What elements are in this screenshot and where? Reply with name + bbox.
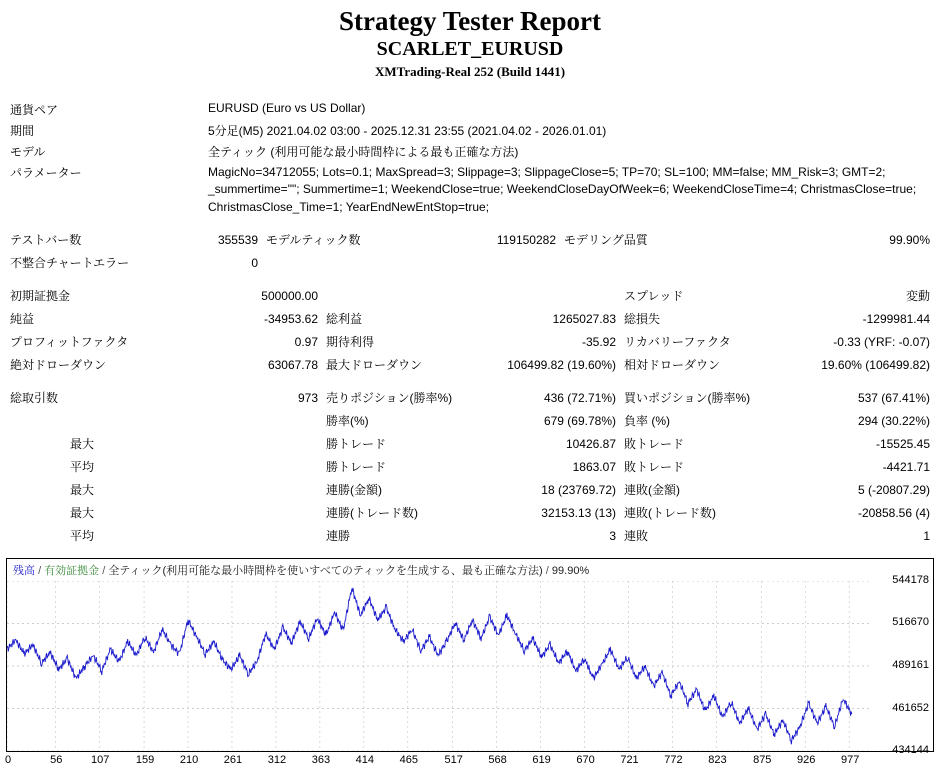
label-expected-payoff: 期待利得 <box>326 335 375 350</box>
value-maximal-consecutive-loss: -20858.56 (4) <box>857 505 930 520</box>
stats-row-profit-factor <box>10 330 930 353</box>
value-maximal-drawdown: 106499.82 (19.60%) <box>507 357 616 372</box>
value-net-profit: -34953.62 <box>263 311 318 326</box>
label-loss-trades: 負率 (%) <box>624 414 670 429</box>
label-largest-loss-trade: 敗トレード <box>624 437 685 452</box>
label-net-profit: 純益 <box>10 312 35 327</box>
chart-x-tick: 721 <box>620 754 639 766</box>
label-profit-factor: プロフィットファクタ <box>10 335 129 350</box>
value-short-positions: 436 (72.71%) <box>543 390 616 405</box>
stats-row-drawdown <box>10 353 930 376</box>
info-label-model: モデル <box>10 144 46 159</box>
chart-y-axis <box>869 574 929 756</box>
stats-row-max-consecutive-money <box>10 478 930 501</box>
label-model-ticks: モデルティック数 <box>266 233 361 248</box>
value-test-bars: 355539 <box>217 232 258 247</box>
label-recovery-factor: リカバリーファクタ <box>624 335 731 350</box>
symbol-title: SCARLET_EURUSD <box>376 38 564 61</box>
label-model-quality: モデリング品質 <box>564 233 648 248</box>
chart-x-tick: 414 <box>355 754 375 766</box>
stats-row-average <box>10 455 930 478</box>
label-largest-profit-trade: 勝トレード <box>326 437 387 452</box>
report-header <box>0 6 940 83</box>
stats-row-bars <box>10 228 930 251</box>
value-max-consecutive-losses: 5 (-20807.29) <box>857 482 930 497</box>
value-maximal-consecutive-profit: 32153.13 (13) <box>541 505 616 520</box>
chart-x-tick: 465 <box>399 754 419 766</box>
info-value-symbol: EURUSD (Euro vs US Dollar) <box>208 100 366 115</box>
value-long-positions: 537 (67.41%) <box>857 390 930 405</box>
info-value-period: 5分足(M5) 2021.04.02 03:00 - 2025.12.31 23:55 (2021.04.02 - 2026.01.01) <box>208 123 607 138</box>
chart-x-tick: 772 <box>664 754 683 766</box>
chart-x-tick: 568 <box>488 754 507 766</box>
info-value-model: 全ティック (利用可能な最小時間枠による最も正確な方法) <box>208 144 519 159</box>
label-gross-profit: 総利益 <box>326 312 363 327</box>
chart-x-tick: 363 <box>311 754 331 766</box>
chart-x-tick: 56 <box>50 754 63 766</box>
label-profit-trades: 勝率(%) <box>326 414 369 429</box>
info-label-symbol: 通貨ペア <box>10 102 59 117</box>
report-page <box>0 6 940 784</box>
value-total-trades: 973 <box>297 390 318 405</box>
info-label-parameters: パラメーター <box>10 165 82 180</box>
label-maximal-consecutive-loss: 連敗(トレード数) <box>624 506 716 521</box>
value-average-loss-trade: -4421.71 <box>882 459 930 474</box>
label-group-average-consecutive: 平均 <box>70 529 95 544</box>
info-row-period <box>10 120 930 141</box>
info-row-symbol <box>10 99 930 120</box>
stats-row-net-profit <box>10 307 930 330</box>
label-average-consecutive-losses: 連敗 <box>624 529 649 544</box>
equity-chart <box>6 558 934 756</box>
legend-equity: 有効証拠金 <box>44 565 100 577</box>
label-spread: スプレッド <box>624 289 684 304</box>
value-loss-trades: 294 (30.22%) <box>857 413 930 428</box>
label-group-max-consecutive: 最大 <box>70 483 95 498</box>
chart-x-tick: 107 <box>91 754 110 766</box>
value-average-profit-trade: 1863.07 <box>572 459 616 474</box>
stats-table-summary <box>10 284 930 547</box>
legend-model: 全ティック(利用可能な最小時間枠を使いすべてのティックを生成する、最も正確な方法) <box>108 565 543 577</box>
label-average-loss-trade: 敗トレード <box>624 460 685 475</box>
chart-x-axis <box>6 754 934 774</box>
label-group-largest: 最大 <box>70 437 95 452</box>
stats-row-deposit <box>10 284 930 307</box>
label-absolute-drawdown: 絶対ドローダウン <box>10 358 107 373</box>
info-row-model <box>10 141 930 162</box>
info-row-parameters <box>10 162 930 218</box>
stats-row-win-loss <box>10 409 930 432</box>
chart-x-tick: 261 <box>223 754 243 766</box>
label-group-average: 平均 <box>70 460 95 475</box>
broker-title: XMTrading-Real 252 (Build 1441) <box>374 64 566 80</box>
value-gross-profit: 1265027.83 <box>552 311 616 326</box>
chart-y-tick: 489161 <box>892 659 929 671</box>
value-profit-factor: 0.97 <box>294 334 318 349</box>
value-largest-profit-trade: 10426.87 <box>565 436 616 451</box>
label-max-consecutive-wins: 連勝(金額) <box>326 483 382 498</box>
chart-x-tick: 619 <box>532 754 551 766</box>
value-average-consecutive-losses: 1 <box>923 528 930 543</box>
chart-x-tick: 210 <box>179 754 199 766</box>
value-initial-deposit: 500000.00 <box>261 288 318 303</box>
value-average-consecutive-wins: 3 <box>609 528 616 543</box>
page-title: Strategy Tester Report <box>339 6 601 36</box>
value-model-ticks: 119150282 <box>496 232 556 247</box>
label-average-profit-trade: 勝トレード <box>326 460 387 475</box>
stats-spacer <box>10 376 930 386</box>
value-relative-drawdown: 19.60% (106499.82) <box>821 357 930 372</box>
legend-separator-1: / <box>38 565 42 577</box>
chart-x-tick: 926 <box>797 754 816 766</box>
stats-row-average-consecutive <box>10 524 930 547</box>
value-spread: 変動 <box>905 289 930 304</box>
info-label-period: 期間 <box>10 123 35 138</box>
label-max-consecutive-losses: 連敗(金額) <box>624 483 680 498</box>
label-test-bars: テストバー数 <box>10 233 82 248</box>
value-mismatched-errors: 0 <box>251 255 258 270</box>
chart-x-tick: 517 <box>444 754 463 766</box>
value-recovery-factor: -0.33 (YRF: -0.07) <box>833 334 930 349</box>
value-expected-payoff: -35.92 <box>581 334 616 349</box>
value-gross-loss: -1299981.44 <box>862 311 930 326</box>
stats-row-total-trades <box>10 386 930 409</box>
chart-x-tick: 670 <box>576 754 595 766</box>
stats-row-max-consecutive-count <box>10 501 930 524</box>
chart-x-tick: 977 <box>840 754 860 766</box>
value-largest-loss-trade: -15525.45 <box>875 436 930 451</box>
legend-separator-3: / <box>545 565 549 577</box>
legend-separator-2: / <box>102 565 106 577</box>
value-profit-trades: 679 (69.78%) <box>543 413 616 428</box>
info-table <box>10 99 930 218</box>
stats-table-bars <box>10 228 930 274</box>
chart-y-tick: 544178 <box>892 574 929 586</box>
label-group-max-consecutive-count: 最大 <box>70 506 95 521</box>
legend-quality: 99.90% <box>551 565 590 577</box>
label-maximal-consecutive-profit: 連勝(トレード数) <box>326 506 418 521</box>
label-maximal-drawdown: 最大ドローダウン <box>326 358 423 373</box>
chart-x-tick: 823 <box>708 754 727 766</box>
label-mismatched-errors: 不整合チャートエラー <box>10 256 130 271</box>
stats-row-largest <box>10 432 930 455</box>
chart-y-tick: 461652 <box>892 701 929 714</box>
chart-plot-area <box>7 581 869 751</box>
label-total-trades: 総取引数 <box>10 391 59 406</box>
info-value-parameters: MagicNo=34712055; Lots=0.1; MaxSpread=3; Slippage=3; SlippageClose=5; TP=70; SL=100; MM=false; MM_Risk=3; GMT=2; _summertime=""; Summertime=1; WeekendClose=true; WeekendCloseDayOfWeek=6; WeekendCloseTime=4; ChristmasClose=true; ChristmasClose_Time=1; YearEndNewEntStop=true; <box>208 164 917 214</box>
legend-balance: 残高 <box>13 565 35 577</box>
value-absolute-drawdown: 63067.78 <box>267 357 318 372</box>
value-model-quality: 99.90% <box>889 232 930 247</box>
stats-row-mismatch <box>10 251 930 274</box>
label-long-positions: 買いポジション(勝率%) <box>624 391 751 406</box>
chart-x-tick: 0 <box>4 754 12 766</box>
label-relative-drawdown: 相対ドローダウン <box>624 358 721 373</box>
chart-x-tick: 159 <box>135 754 155 766</box>
label-short-positions: 売りポジション(勝率%) <box>326 391 453 406</box>
label-gross-loss: 総損失 <box>624 312 661 327</box>
label-average-consecutive-wins: 連勝 <box>326 529 351 544</box>
chart-x-tick: 875 <box>753 754 772 766</box>
chart-y-tick: 434144 <box>892 744 929 756</box>
value-max-consecutive-wins: 18 (23769.72) <box>541 482 616 497</box>
chart-x-tick: 312 <box>267 754 287 766</box>
label-initial-deposit: 初期証拠金 <box>10 289 71 304</box>
chart-legend <box>13 562 589 578</box>
chart-y-tick: 516670 <box>892 616 929 629</box>
